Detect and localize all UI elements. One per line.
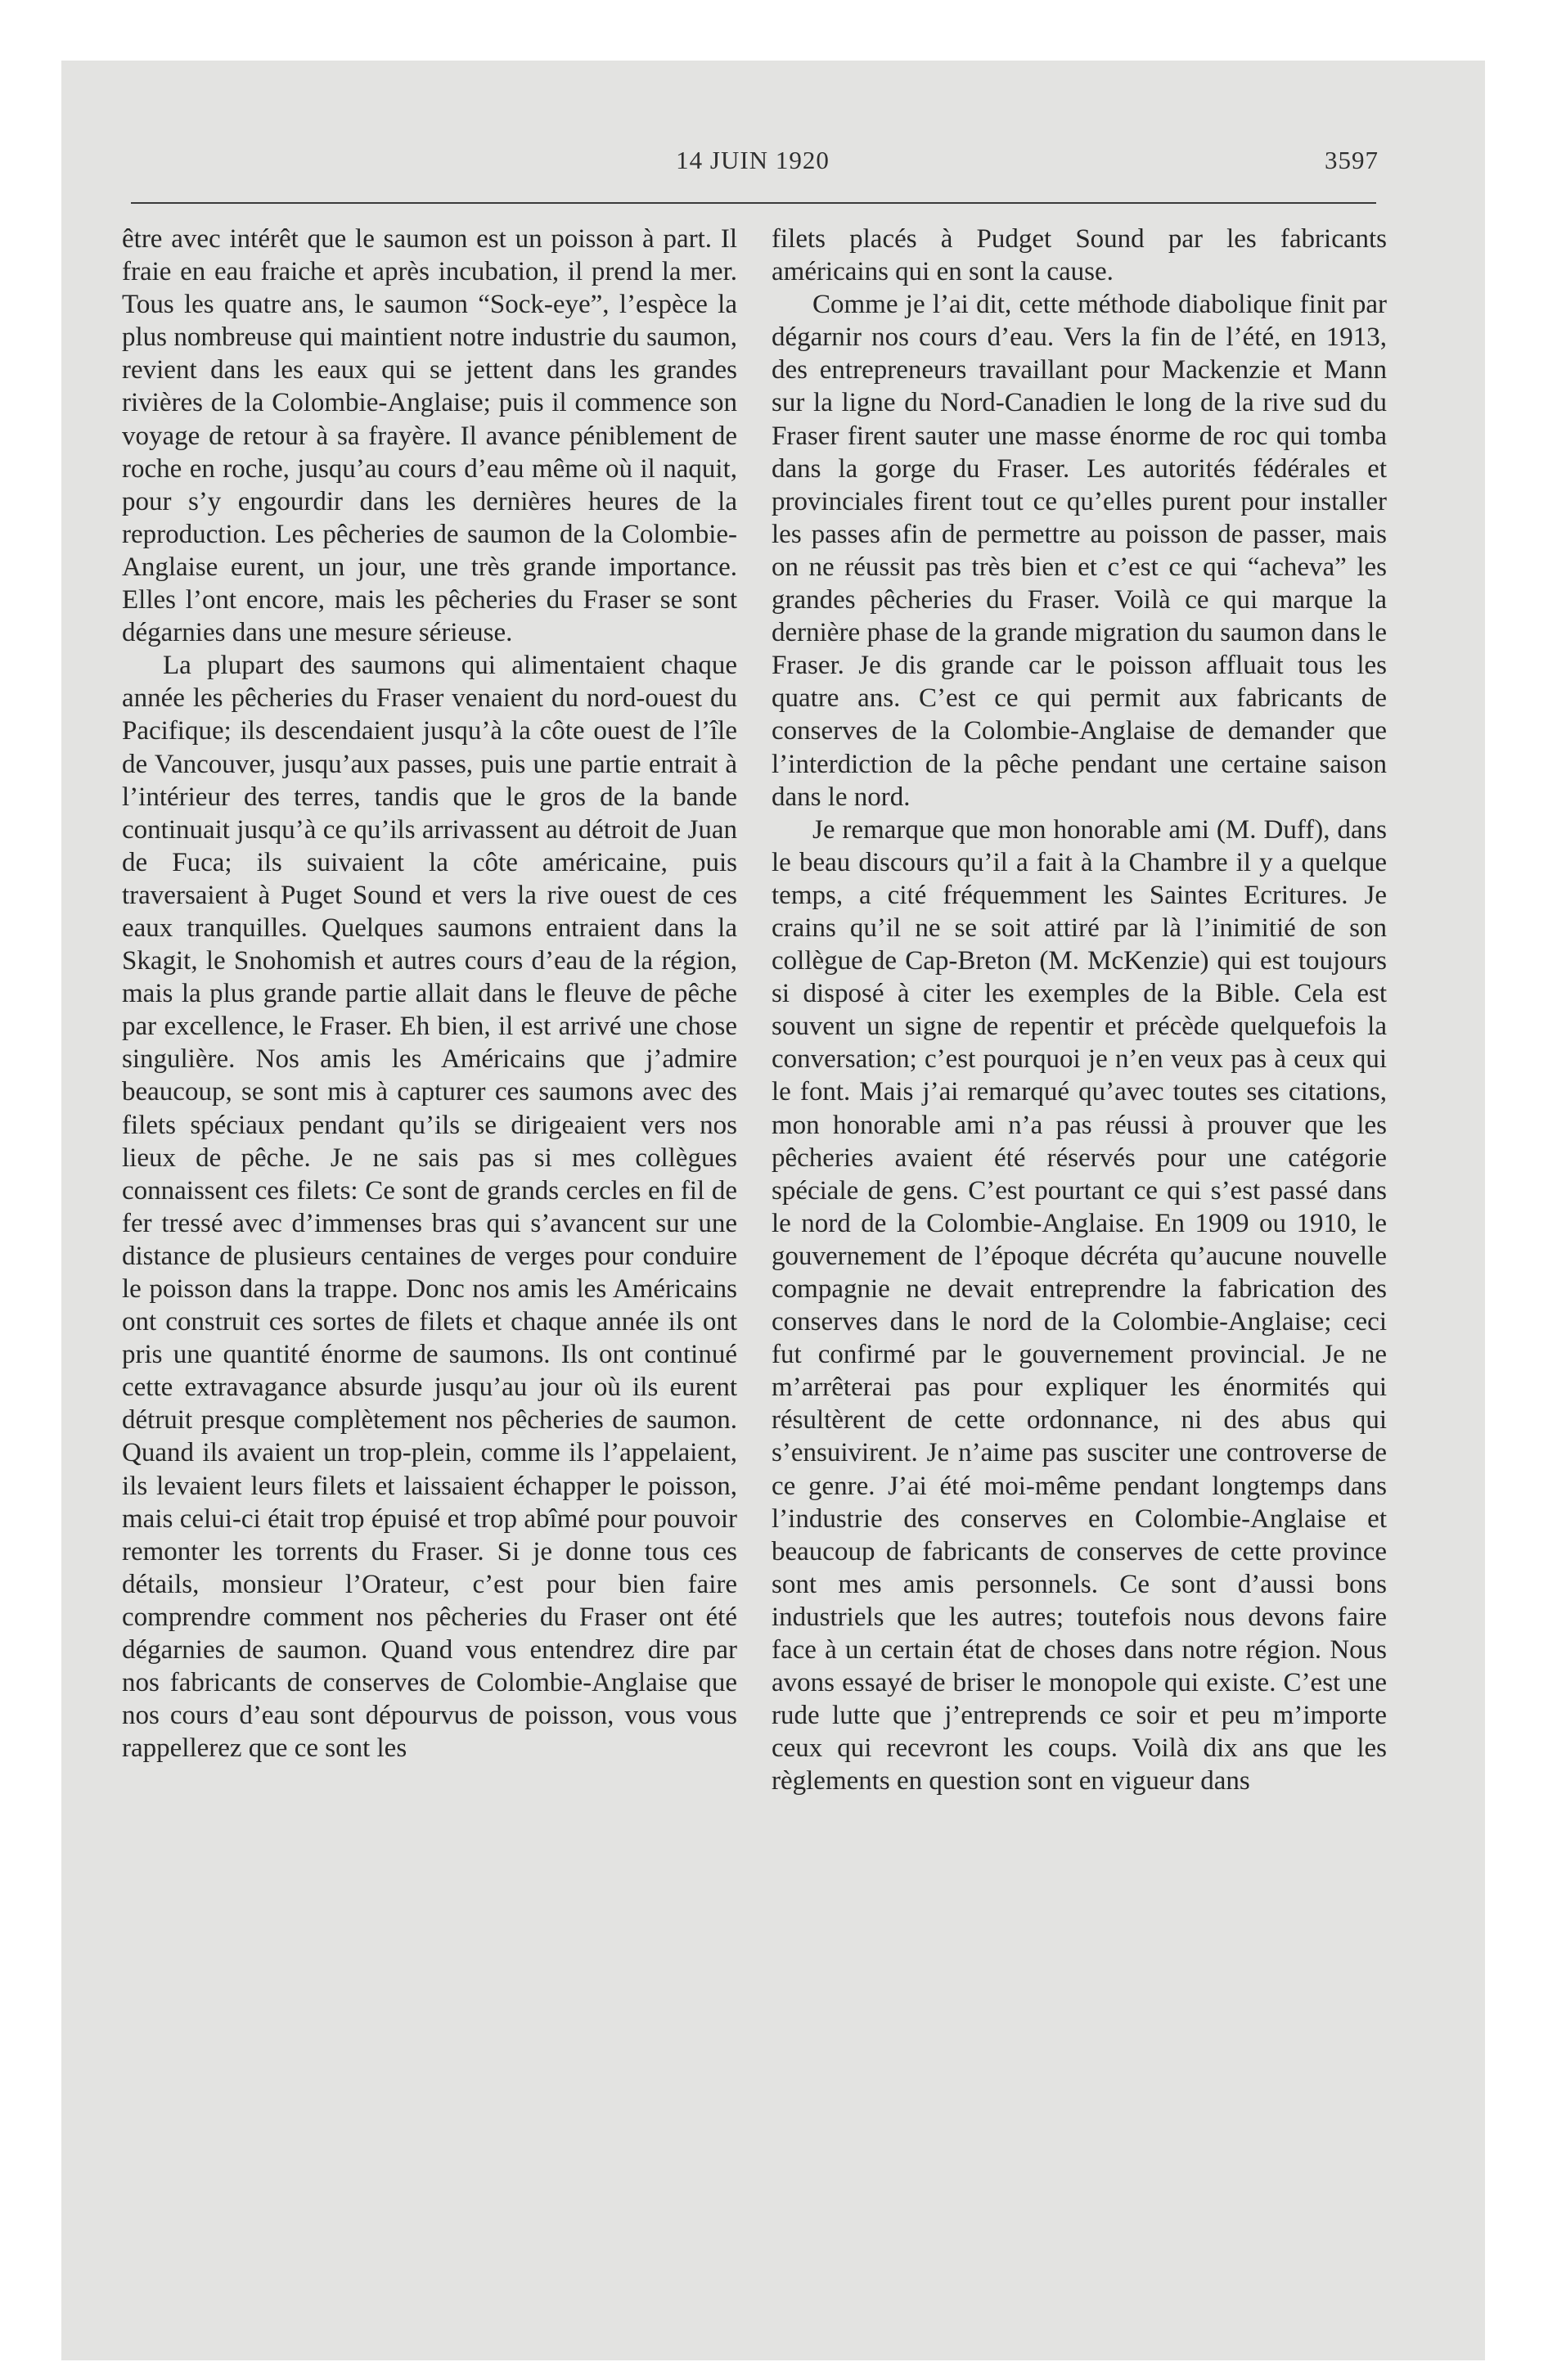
paragraph: Je remarque que mon honorable ami (M. Duff), dans le beau discours qu’il a fait à la Chambre il y a quelque temps, a cité fréquemment les Saintes Ecritures. Je crains qu’il ne se soit attiré par là l’inimitié de son collègue de Cap-Breton (M. McKenzie) qui est toujours si disposé à citer les exemples de la Bible. Cela est souvent un signe de repentir et précède quelquefois la conversation; c’est pourquoi je n’en veux pas à ceux qui le font. Mais j’ai remarqué qu’avec toutes ses citations, mon honorable ami n’a pas réussi à prouver que les pêcheries avaient été réservés pour une catégorie spéciale de gens. C’est pourtant ce qui s’est passé dans le nord de la Colombie-Anglaise. En 1909 ou 1910, le gouvernement de l’époque décréta qu’aucune nouvelle compagnie ne devait entreprendre la fabrication des conserves dans le nord de la Colombie-Anglaise; ceci fut confirmé par le gouvernement provincial. Je ne m’arrêterai pas pour expliquer les énormités qui résultèrent de cette ordonnance, ni des abus qui s’ensuivirent. Je n’aime pas susciter une controverse de ce genre. J’ai été moi-même pendant longtemps dans l’industrie des conserves en Colombie-Anglaise et beaucoup de fabricants de conserves de cette province sont mes amis personnels. Ce sont d’aussi bons industriels que les autres; toutefois nous devons faire face à un certain état de choses dans notre région. Nous avons essayé de briser le monopole qui existe. C’est une rude lutte que j’entreprends ce soir et peu m’importe ceux qui recevront les coups. Voilà dix ans que les règlements en question sont en vigueur dans: [772, 814, 1387, 1796]
header-rule: [131, 202, 1376, 204]
left-column: [122, 223, 737, 1765]
header-date: 14 JUIN 1920: [676, 146, 830, 174]
paragraph: Comme je l’ai dit, cette méthode diabolique finit par dégarnir nos cours d’eau. Vers la fin de l’été, en 1913, des entrepreneurs travaillant pour Mackenzie et Mann sur la ligne du Nord-Canadien le long de la rive sud du Fraser firent sauter une masse énorme de roc qui tomba dans la gorge du Fraser. Les autorités fédérales et provinciales firent tout ce qu’elles purent pour installer les passes afin de permettre au poisson de passer, mais on ne réussit pas très bien et c’est ce qui “acheva” les grandes pêcheries du Fraser. Voilà ce qui marque la dernière phase de la grande migration du saumon dans le Fraser. Je dis grande car le poisson affluait tous les quatre ans. C’est ce qui permit aux fabricants de conserves de la Colombie-Anglaise de demander que l’interdiction de la pêche pendant une certaine saison dans le nord.: [772, 290, 1387, 812]
right-column: [772, 223, 1387, 1798]
page-header: [127, 139, 1379, 180]
paragraph: filets placés à Pudget Sound par les fabricants américains qui en sont la cause.: [772, 224, 1387, 287]
paragraph: La plupart des saumons qui alimentaient chaque année les pêcheries du Fraser venaient du nord-ouest du Pacifique; ils descendaient jusqu’à la côte ouest de l’île de Vancouver, jusqu’aux passes, puis une partie entrait à l’intérieur des terres, tandis que le gros de la bande continuait jusqu’à ce qu’ils arrivassent au détroit de Juan de Fuca; ils suivaient la côte américaine, puis traversaient à Puget Sound et vers la rive ouest de ces eaux tranquilles. Quelques saumons entraient dans la Skagit, le Snohomish et autres cours d’eau de la région, mais la plus grande partie allait dans le fleuve de pêche par excellence, le Fraser. Eh bien, il est arrivé une chose singulière. Nos amis les Américains que j’admire beaucoup, se sont mis à capturer ces saumons avec des filets spéciaux pendant qu’ils se dirigeaient vers nos lieux de pêche. Je ne sais pas si mes collègues connaissent ces filets: Ce sont de grands cercles en fil de fer tressé avec d’immenses bras qui s’avancent sur une distance de plusieurs centaines de verges pour conduire le poisson dans la trappe. Donc nos amis les Américains ont construit ces sortes de filets et chaque année ils ont pris une quantité énorme de saumons. Ils ont continué cette extravagance absurde jusqu’au jour où ils eurent détruit presque complètement nos pêcheries de saumon. Quand ils avaient un trop-plein, comme ils l’appelaient, ils levaient leurs filets et laissaient échapper le poisson, mais celui-ci était trop épuisé et trop abîmé pour pouvoir remonter les torrents du Fraser. Si je donne tous ces détails, monsieur l’Orateur, c’est pour bien faire comprendre comment nos pêcheries du Fraser ont été dégarnies de saumon. Quand vous entendrez dire par nos fabricants de conserves de Colombie-Anglaise que nos cours d’eau sont dépourvus de poisson, vous vous rappellerez que ce sont les: [122, 651, 737, 1764]
paragraph: être avec intérêt que le saumon est un poisson à part. Il fraie en eau fraiche et après incubation, il prend la mer. Tous les quatre ans, le saumon “Sock-eye”, l’espèce la plus nombreuse qui maintient notre industrie du saumon, revient dans les eaux qui se jettent dans les grandes rivières de la Colombie-Anglaise; puis il commence son voyage de retour à sa frayère. Il avance péniblement de roche en roche, jusqu’au cours d’eau même où il naquit, pour s’y engourdir dans les dernières heures de la reproduction. Les pêcheries de saumon de la Colombie-Anglaise eurent, un jour, une très grande importance. Elles l’ont encore, mais les pêcheries du Fraser se sont dégarnies dans une mesure sérieuse.: [122, 224, 737, 648]
page-number: 3597: [1325, 146, 1379, 174]
